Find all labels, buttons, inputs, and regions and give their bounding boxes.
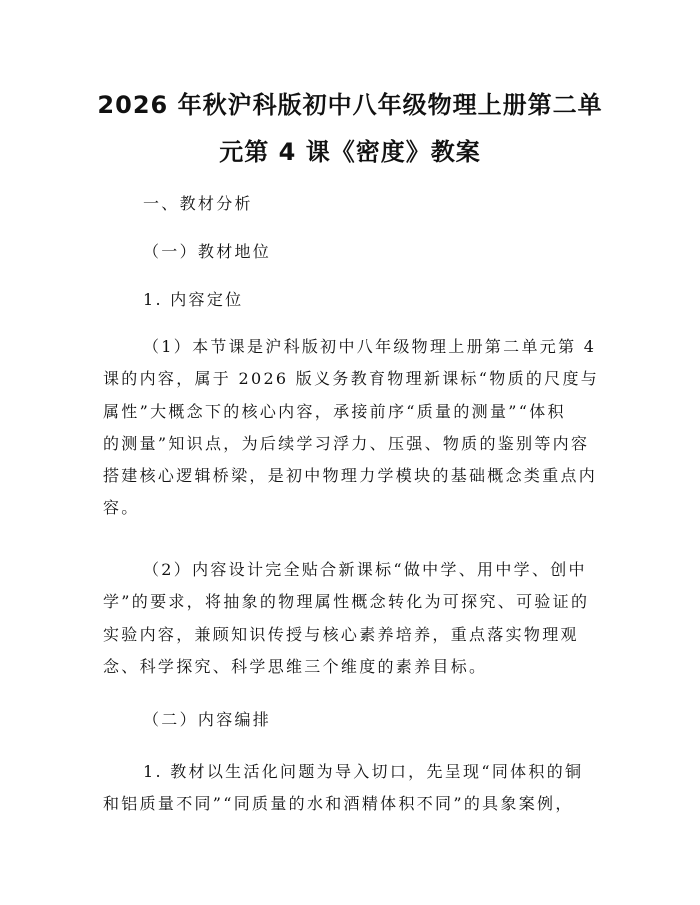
- paragraph-1-line: 属性”大概念下的核心内容，承接前序“质量的测量”“体积: [103, 402, 566, 421]
- paragraph-3-line: 1. 教材以生活化问题为导入切口，先呈现“同体积的铜: [143, 762, 584, 781]
- item-heading: 1. 内容定位: [143, 290, 244, 309]
- paragraph-1-line: 课的内容，属于 2026 版义务教育物理新课标“物质的尺度与: [103, 369, 600, 388]
- paragraph-2-line: 念、科学探究、科学思维三个维度的素养目标。: [103, 657, 488, 676]
- document-title-line-2: 元第 4 课《密度》教案: [219, 138, 481, 166]
- paragraph-3-line: 和铝质量不同”“同质量的水和酒精体积不同”的具象案例，: [103, 794, 574, 813]
- paragraph-2-line: 实验内容，兼顾知识传授与核心素养培养，重点落实物理观: [103, 625, 579, 644]
- paragraph-2-line: （2）内容设计完全贴合新课标“做中学、用中学、创中: [143, 560, 587, 579]
- section-heading: 一、教材分析: [143, 194, 253, 213]
- paragraph-2-line: 学”的要求，将抽象的物理属性概念转化为可探究、可验证的: [103, 592, 590, 611]
- paragraph-1-line: 搭建核心逻辑桥梁，是初中物理力学模块的基础概念类重点内: [103, 466, 598, 485]
- paragraph-1-line: 容。: [103, 498, 140, 517]
- document-title-line-1: 2026 年秋沪科版初中八年级物理上册第二单: [97, 91, 603, 119]
- paragraph-1-line: 的测量”知识点，为后续学习浮力、压强、物质的鉴别等内容: [103, 434, 590, 453]
- subsection-heading: （一）教材地位: [143, 242, 272, 261]
- paragraph-1-line: （1）本节课是沪科版初中八年级物理上册第二单元第 4: [143, 337, 597, 356]
- subsection-heading: （二）内容编排: [143, 710, 272, 729]
